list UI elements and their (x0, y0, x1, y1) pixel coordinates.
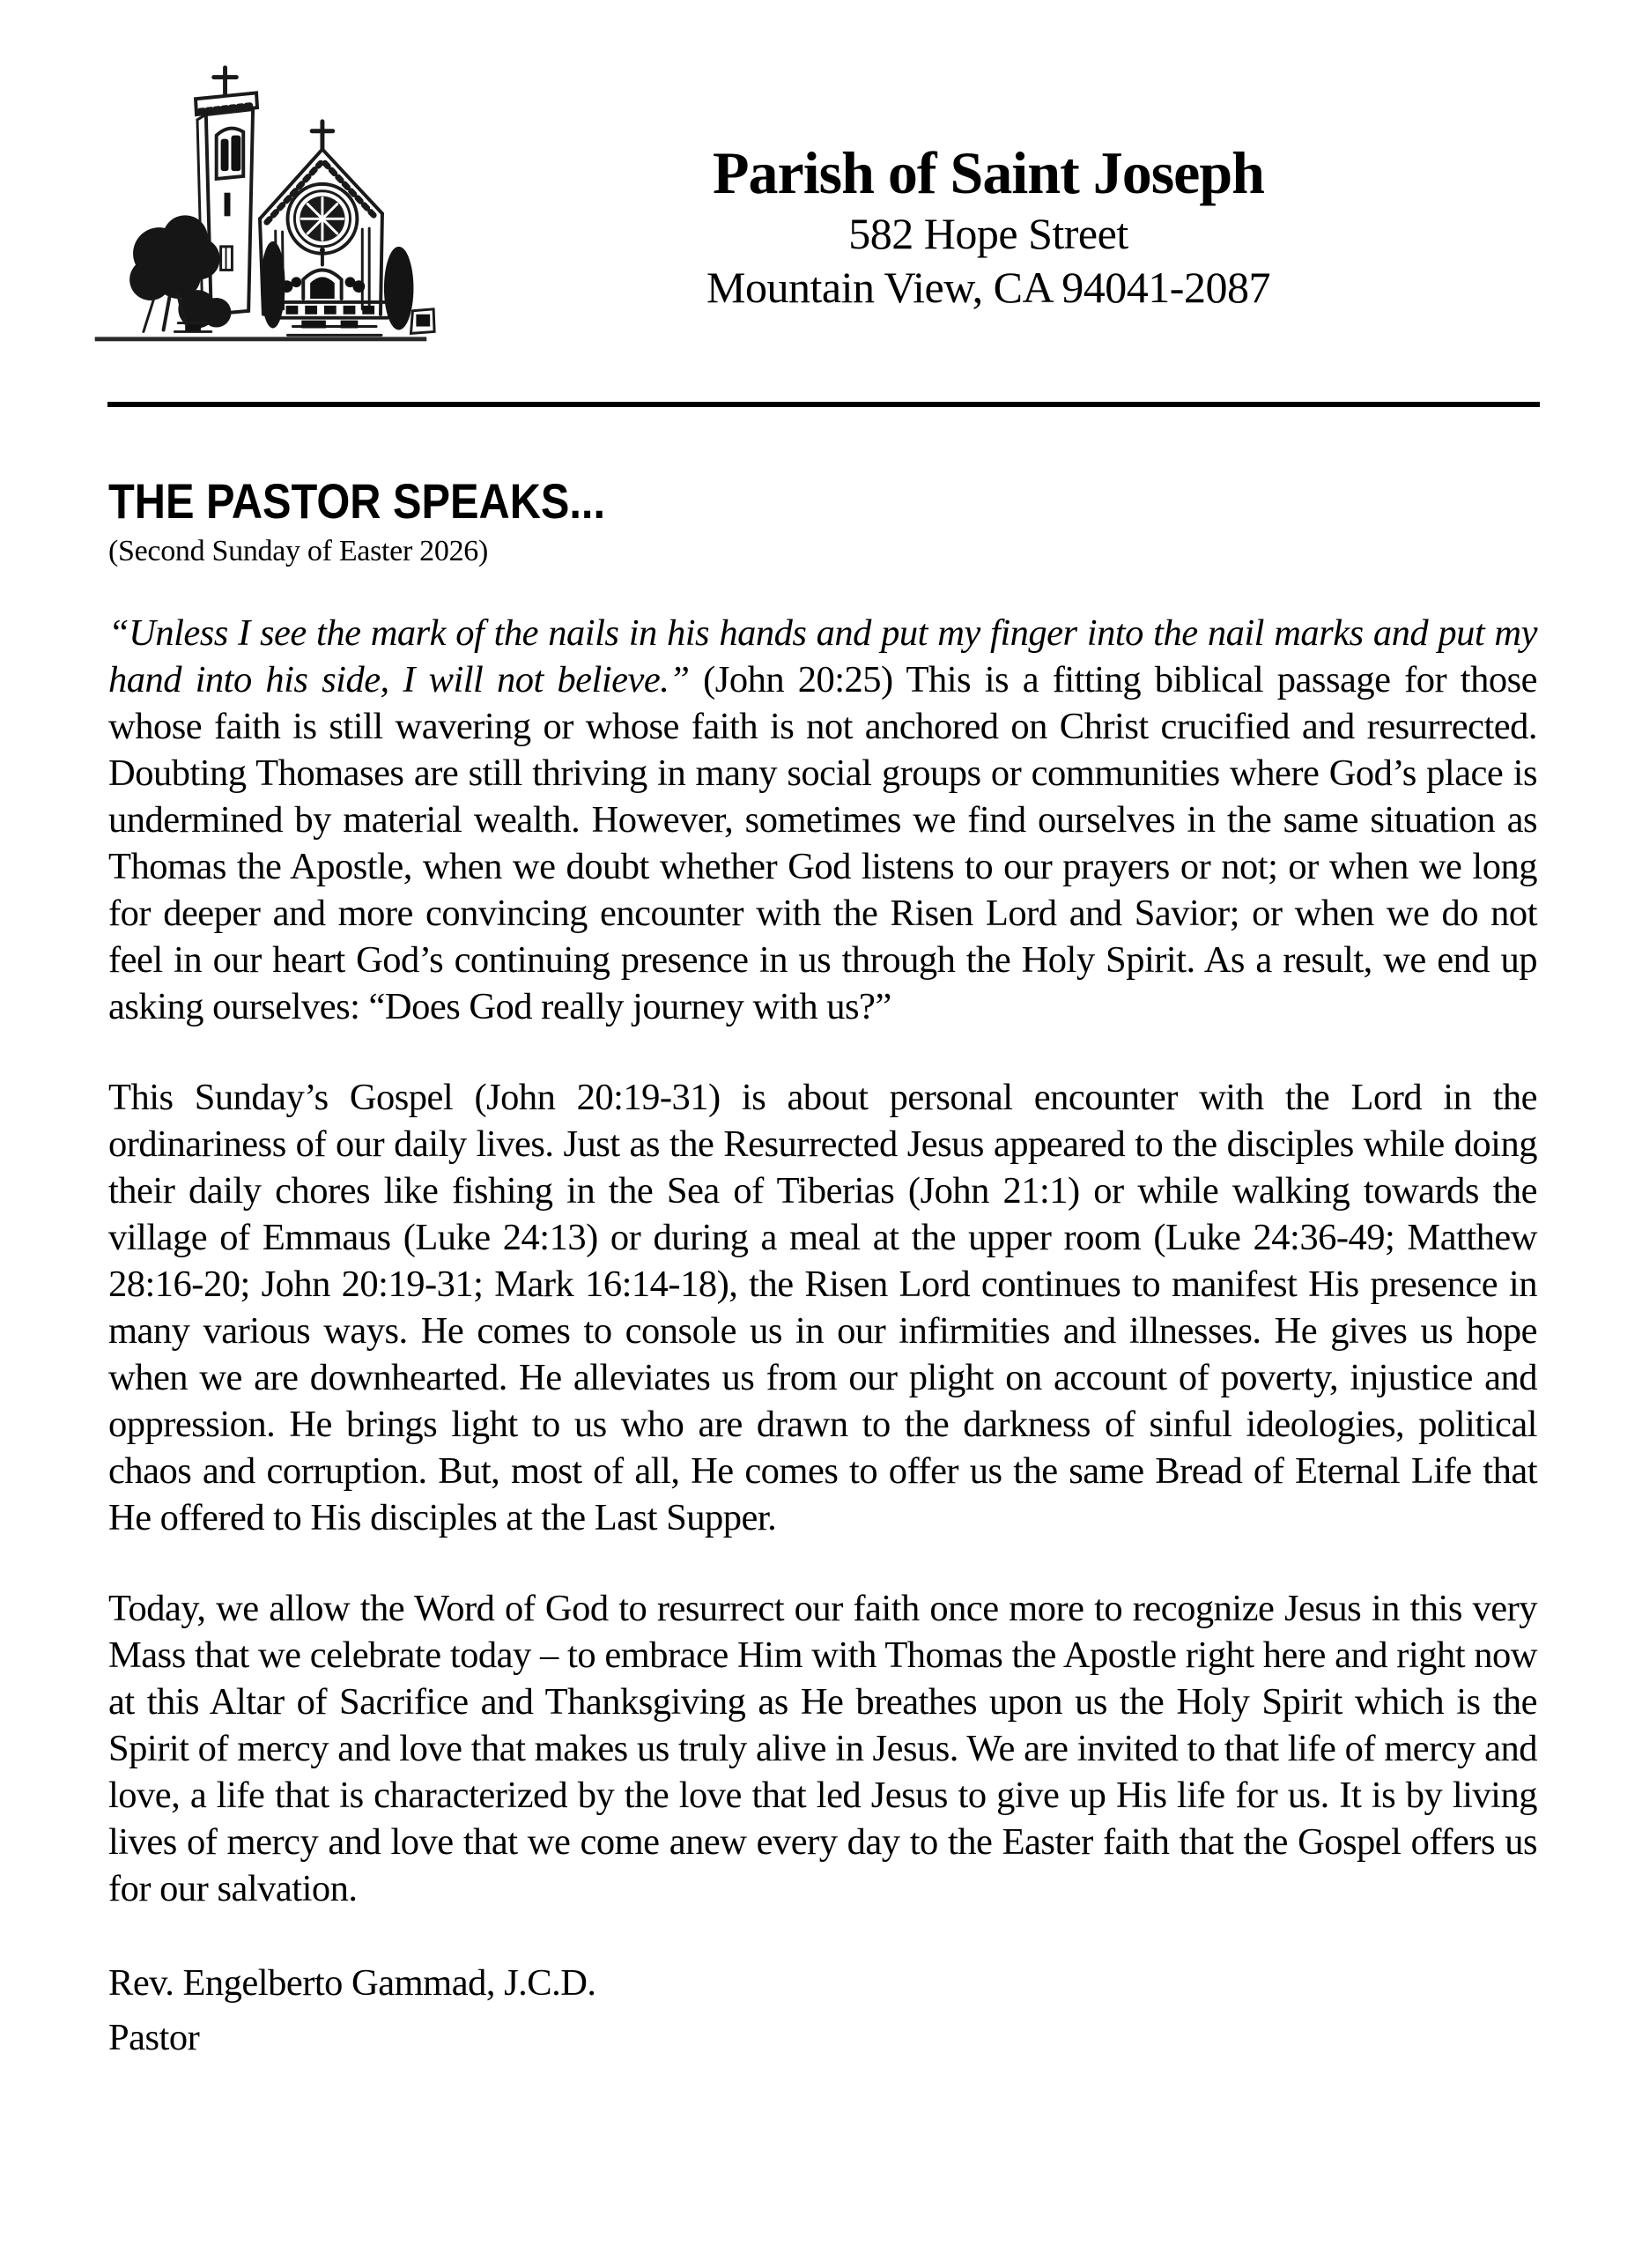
section-heading (108, 473, 1537, 529)
tree (129, 215, 231, 328)
front-wall-steps (276, 302, 388, 335)
bell-tower (196, 68, 257, 316)
parish-header (652, 139, 1325, 314)
entrance-porch (281, 248, 366, 299)
pastor-message (108, 473, 1537, 2065)
address-line-2: Mountain View, CA 94041-2087 (706, 263, 1270, 313)
signature-title: Pastor (108, 2017, 200, 2058)
paragraph-text: Today, we allow the Word of God to resurrect our faith once more to recognize Jesus in this very Mass that we celebrate today – to embrace Him with Thomas the Apostle right here and right now at this Altar of Sacrifice and Thanksgiving as He breathes upon us the Holy Spirit which is the Spirit of mercy and love that makes us truly alive in Jesus. We are invited to that life of mercy and love, a life that is characterized by the love that led Jesus to give up His life for us. It is by living lives of mercy and love that we come anew every day to the Easter faith that the Gospel offers us for our salvation. (108, 1588, 1537, 1909)
church-illustration (76, 51, 440, 361)
section-heading-text: THE PASTOR SPEAKS... (108, 473, 605, 529)
paragraph-text: This Sunday’s Gospel (John 20:19-31) is about personal encounter with the Lord in the ordinariness of our daily lives. Just as the Resurrected Jesus appeared to the disciples while doing their daily chores like fishing in the Sea of Tiberias (John 21:1) or while walking towards the village of Emmaus (Luke 24:13) or during a meal at the upper room (Luke 24:36-49; Matthew 28:16-20; John 20:19-31; Mark 16:14-18), the Risen Lord continues to manifest His presence in many various ways. He comes to console us in our infirmities and illnesses. He gives us hope when we are downhearted. He alleviates us from our plight on account of poverty, injustice and oppression. He brings light to us who are drawn to the darkness of sinful ideologies, political chaos and corruption. But, most of all, He comes to offer us the same Bread of Eternal Life that He offered to His disciples at the Last Supper. (108, 1077, 1537, 1538)
body-paragraph (108, 610, 1537, 1030)
ground-line (95, 337, 427, 341)
body-paragraph (108, 1074, 1537, 1541)
rose-window (288, 184, 358, 254)
header-divider (107, 402, 1540, 407)
address-line-1: 582 Hope Street (848, 209, 1128, 259)
signature-name: Rev. Engelberto Gammad, J.C.D. (108, 1962, 596, 2004)
paragraph-text: (John 20:25) This is a fitting biblical passage for those whose faith is still wavering or whose faith is not anchored on Christ crucified and resurrected. Doubting Thomases are still thriving in many social groups or communities where God’s place is undermined by material wealth. However, sometimes we find ourselves in the same situation as Thomas the Apostle, when we doubt whether God listens to our prayers or not; or when we long for deeper and more convincing encounter with the Risen Lord and Savior; or when we do not feel in our heart God’s continuing presence in us through the Holy Spirit. As a result, we end up asking ourselves: “Does God really journey with us?” (108, 659, 1537, 1027)
quote-italic-text: “Unless I see the mark of the nails in his hands and put my finger into the nail marks and put my hand into his side, I will not believe.” (108, 612, 1537, 700)
body-paragraph (108, 1585, 1537, 1912)
body-paragraphs (108, 610, 1537, 1912)
section-subheading: (Second Sunday of Easter 2026) (108, 535, 489, 567)
parish-title: Parish of Saint Joseph (713, 139, 1264, 206)
signature-block (108, 1956, 1537, 2065)
